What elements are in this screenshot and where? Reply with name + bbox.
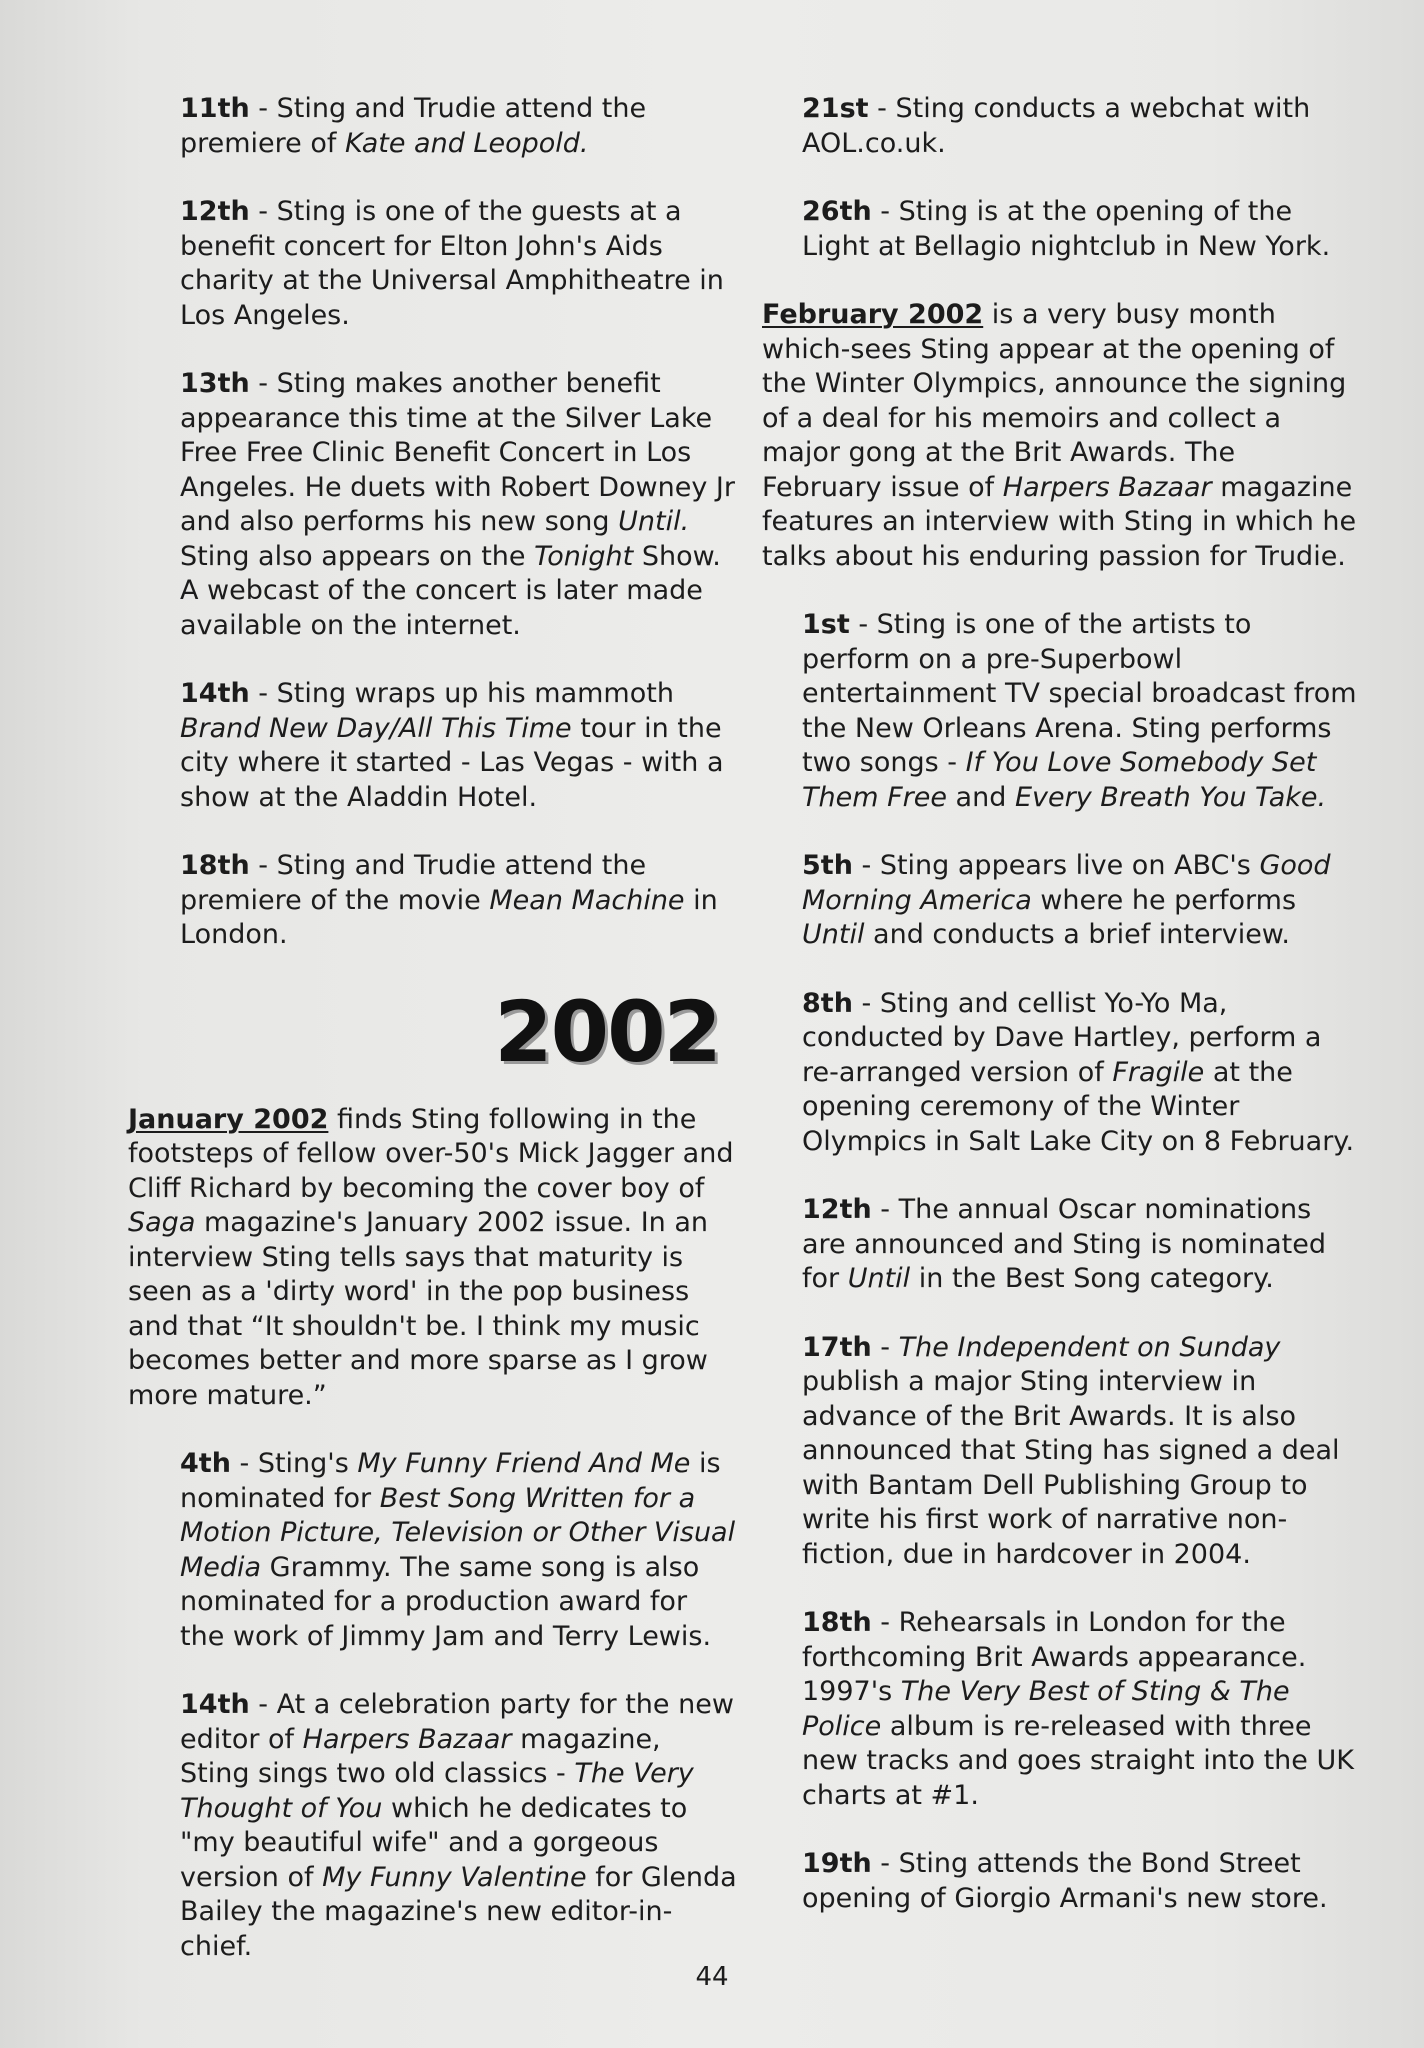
left-column (128, 92, 738, 1998)
year-heading: 2002 (494, 982, 720, 1081)
february-intro: February 2002 is a very busy month which-sees Sting appear at the opening of the Winter Olympics, announce the signing of a deal for his memoirs and collect a major gong at the Brit Awards. The February issue of Harpers Bazaar magazine features an interview with Sting in which he talks about his enduring passion for Trudie. (762, 299, 1357, 572)
entry-feb-17th: 17th - The Independent on Sunday publish a major Sting interview in advance of the Brit Awards. It is also announced that Sting has signed a deal with Bantam Dell Publishing Group to write his first work of narrative non-fiction, due in hardcover in 2004. (802, 1331, 1340, 1570)
entry-18th: 18th - Sting and Trudie attend the premiere of the movie Mean Machine in London. (180, 850, 718, 950)
entry-feb-12th: 12th - The annual Oscar nominations are announced and Sting is nominated for Until in the Best Song category. (802, 1194, 1326, 1294)
entry-feb-19th: 19th - Sting attends the Bond Street opening of Giorgio Armani's new store. (802, 1848, 1328, 1914)
february-heading: February 2002 (762, 299, 984, 330)
entry-jan-26th: 26th - Sting is at the opening of the Light at Bellagio nightclub in New York. (802, 196, 1331, 262)
entry-12th: 12th - Sting is one of the guests at a benefit concert for Elton John's Aids charity at the Universal Amphitheatre in Los Angeles. (180, 196, 724, 331)
entry-jan-21st: 21st - Sting conducts a webchat with AOL.co.uk. (802, 93, 1311, 159)
entry-feb-18th: 18th - Rehearsals in London for the forthcoming Brit Awards appearance. 1997's The Very Best of Sting & The Police album is re-released with three new tracks and goes straight into the UK charts at #1. (802, 1607, 1354, 1811)
entry-feb-1st: 1st - Sting is one of the artists to perform on a pre-Superbowl entertainment TV special broadcast from the New Orleans Arena. Sting performs two songs - If You Love Somebody Set Them Free and Every Breath You Take. (802, 609, 1357, 813)
entry-jan-4th: 4th - Sting's My Funny Friend And Me is nominated for Best Song Written for a Motion Picture, Television or Other Visual Media Grammy. The same song is also nominated for a production award for the work of Jimmy Jam and Terry Lewis. (180, 1448, 736, 1652)
january-intro: January 2002 finds Sting following in the footsteps of fellow over-50's Mick Jagger and Cliff Richard by becoming the cover boy of Saga magazine's January 2002 issue. In an interview Sting tells says that maturity is seen as a 'dirty word' in the pop business and that “It shouldn't be. I think my music becomes better and more sparse as I grow more mature.” (128, 1103, 734, 1411)
entry-jan-14th: 14th - At a celebration party for the new editor of Harpers Bazaar magazine, Sting sings two old classics - The Very Thought of You which he dedicates to "my beautiful wife" and a gorgeous version of My Funny Valentine for Glenda Bailey the magazine's new editor-in-chief. (180, 1689, 737, 1962)
right-column (762, 92, 1362, 1950)
entry-feb-5th: 5th - Sting appears live on ABC's Good Morning America where he performs Until and conducts a brief interview. (802, 850, 1331, 950)
january-heading: January 2002 (128, 1103, 329, 1135)
entry-11th: 11th - Sting and Trudie attend the premiere of Kate and Leopold. (180, 93, 647, 159)
page-number: 44 (695, 1962, 729, 1992)
entry-14th: 14th - Sting wraps up his mammoth Brand New Day/All This Time tour in the city where it started - Las Vegas - with a show at the Aladdin Hotel. (180, 678, 724, 813)
entry-13th: 13th - Sting makes another benefit appearance this time at the Silver Lake Free Free Clinic Benefit Concert in Los Angeles. He duets with Robert Downey Jr and also performs his new song Until. Sting also appears on the Tonight Show. A webcast of the concert is later made available on the internet. (180, 368, 735, 641)
entry-feb-8th: 8th - Sting and cellist Yo-Yo Ma, conducted by Dave Hartley, perform a re-arranged version of Fragile at the opening ceremony of the Winter Olympics in Salt Lake City on 8 February. (802, 987, 1355, 1157)
